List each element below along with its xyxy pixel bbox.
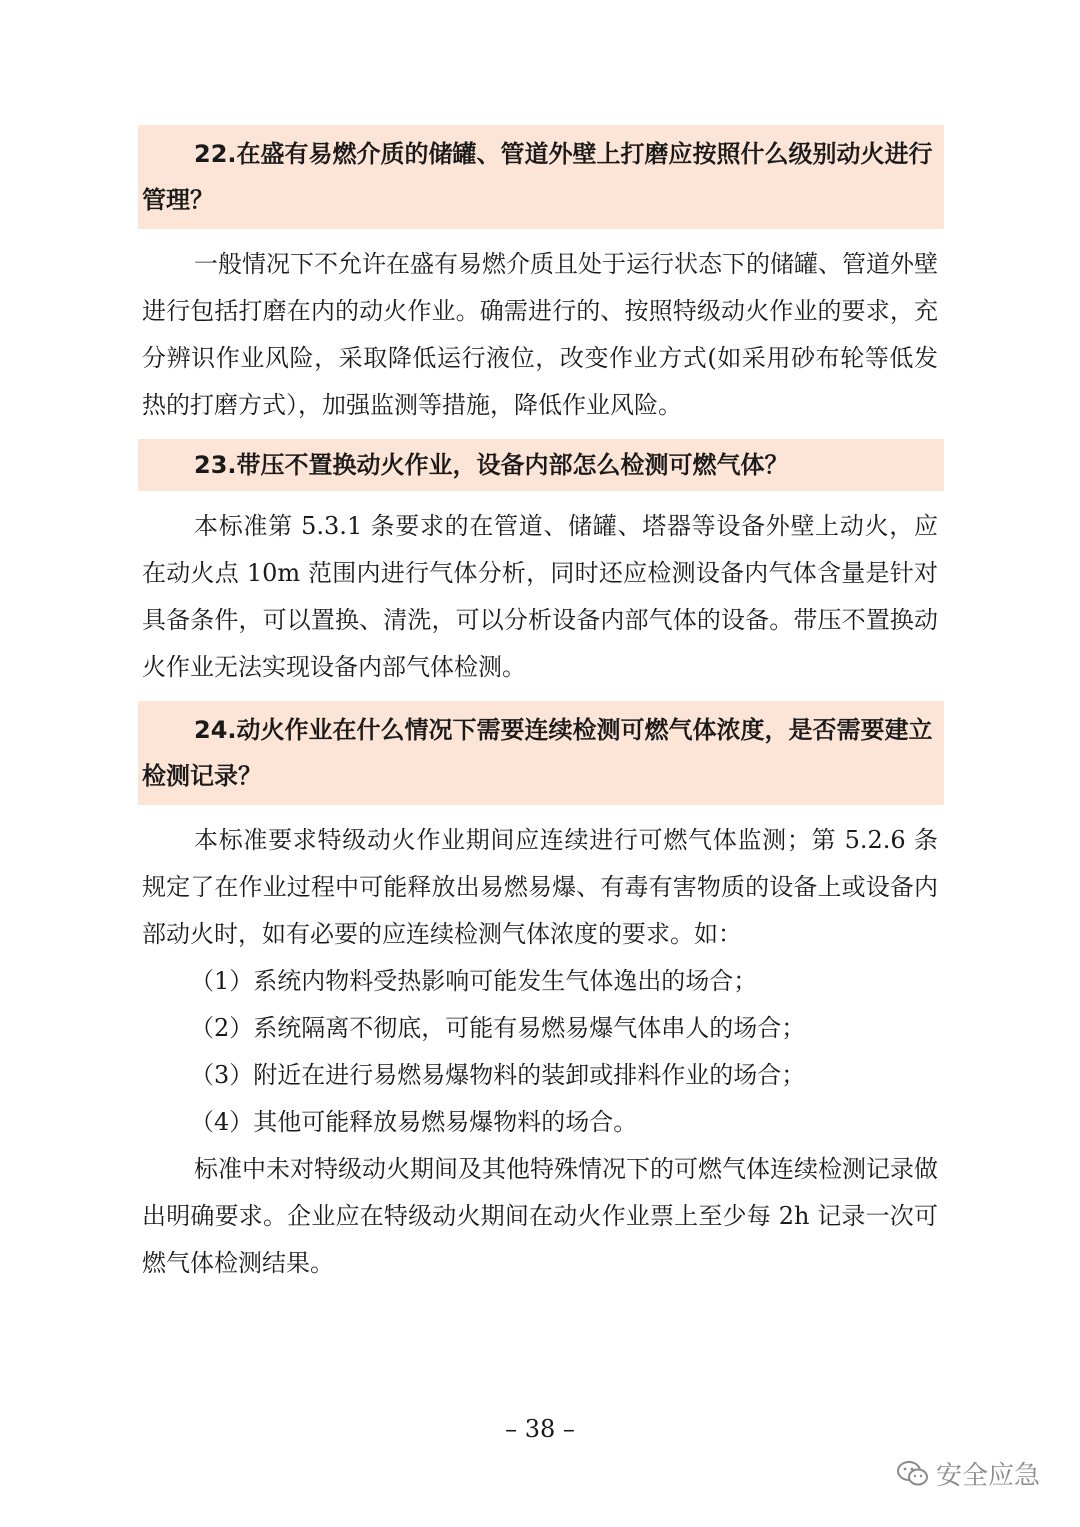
answer-24-closing: 标准中未对特级动火期间及其他特殊情况下的可燃气体连续检测记录做出明确要求。企业应在特级动火期间在动火作业票上至少每 2h 记录一次可燃气体检测结果。 [142, 1155, 938, 1277]
question-24: 24.动火作业在什么情况下需要连续检测可燃气体浓度，是否需要建立检测记录？ [138, 701, 944, 805]
list-item: （2）系统隔离不彻底，可能有易燃易爆气体串人的场合； [190, 1014, 806, 1042]
question-23: 23.带压不置换动火作业，设备内部怎么检测可燃气体？ [138, 439, 944, 491]
wechat-icon [896, 1459, 930, 1489]
page-number: – 38 – [505, 1415, 575, 1443]
list-item: （1）系统内物料受热影响可能发生气体逸出的场合； [190, 967, 758, 995]
list-item: （4）其他可能释放易燃易爆物料的场合。 [190, 1108, 638, 1136]
answer-23: 本标准第 5.3.1 条要求的在管道、储罐、塔器等设备外壁上动火，应在动火点 10m 范围内进行气体分析，同时还应检测设备内气体含量是针对具备条件，可以置换、清洗，可以分析设备内部气体的设备。带压不置换动火作业无法实现设备内部气体检测。 [142, 512, 938, 681]
watermark [896, 1455, 1040, 1492]
list-item: （3）附近在进行易燃易爆物料的装卸或排料作业的场合； [190, 1061, 806, 1089]
document-content [138, 125, 944, 1287]
question-22: 22.在盛有易燃介质的储罐、管道外壁上打磨应按照什么级别动火进行管理？ [138, 125, 944, 229]
watermark-text: 安全应急 [935, 1461, 1040, 1491]
answer-24: 本标准要求特级动火作业期间应连续进行可燃气体监测；第 5.2.6 条规定了在作业过程中可能释放出易燃易爆、有毒有害物质的设备上或设备内部动火时，如有必要的应连续检测气体浓度的要求。如： [142, 826, 938, 948]
answer-22: 一般情况下不允许在盛有易燃介质且处于运行状态下的储罐、管道外壁进行包括打磨在内的动火作业。确需进行的、按照特级动火作业的要求，充分辨识作业风险，采取降低运行液位，改变作业方式(如采用砂布轮等低发热的打磨方式），加强监测等措施，降低作业风险。 [142, 250, 938, 419]
